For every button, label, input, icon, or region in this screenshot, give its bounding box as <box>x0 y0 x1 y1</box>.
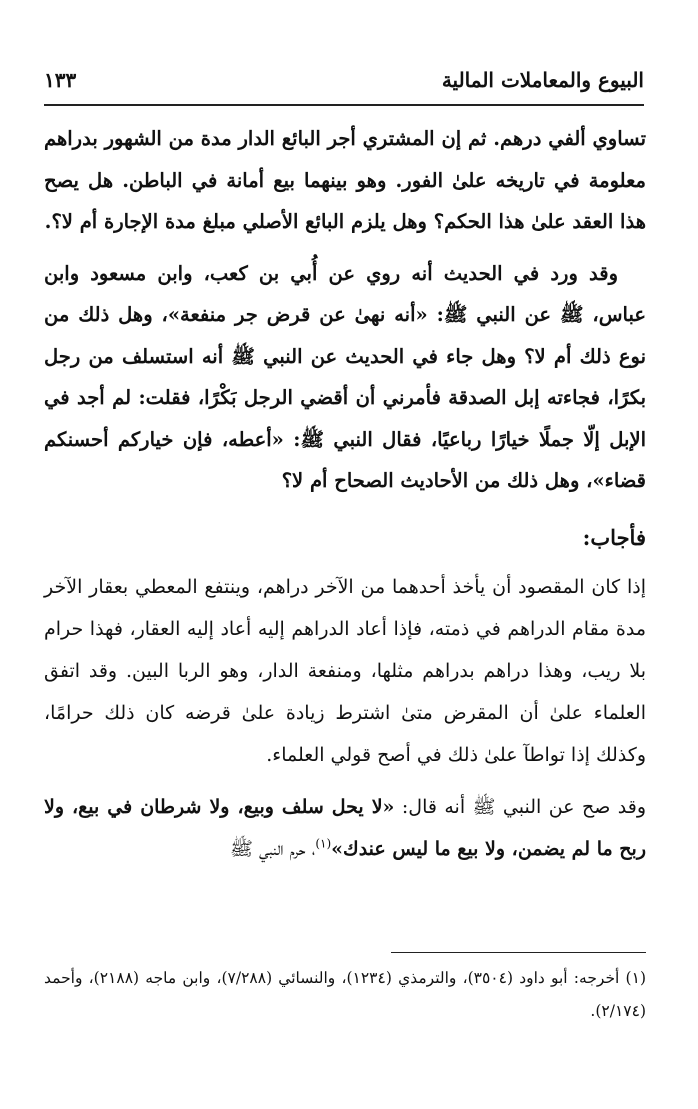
answer-paragraph-2 <box>44 786 646 870</box>
answer-heading: فأجاب: <box>582 524 646 550</box>
question-paragraph-1: تساوي ألفي درهم. ثم إن المشتري أجر البائع الدار مدة من الشهور بدراهم معلومة في تاريخه علىٰ الفور. وهو بينهما بيع أمانة في الباطن. هل يصح هذا العقد علىٰ هذا الحكم؟ وهل يلزم البائع الأصلي مبلغ مدة الإجارة أم لا؟. <box>44 127 646 233</box>
page-number: ١٣٣ <box>44 68 77 92</box>
paragraph-gap <box>44 243 646 253</box>
header-rule <box>44 104 644 106</box>
page-body <box>44 118 646 870</box>
paragraph-gap <box>44 776 646 786</box>
answer-paragraph-2-intro: وقد صح عن النبي ﷺ أنه قال: <box>401 795 646 818</box>
footnote-rule <box>391 952 646 953</box>
hadith-quote: «لا يحل سلف وبيع، ولا شرطان في بيع، ولا ربح ما لم يضمن، ولا بيع ما ليس عندك» <box>44 795 646 860</box>
question-paragraph-2 <box>44 253 646 502</box>
footnote-reference: (١) <box>315 836 332 851</box>
running-header <box>44 60 644 100</box>
header-title: البيوع والمعاملات المالية <box>441 68 644 92</box>
question-paragraph-2-text: وقد ورد في الحديث أنه روي عن أُبي بن كعب، وابن مسعود وابن عباس، ﷺ عن النبي ﷺ: «أنه نهىٰ عن قرض جر منفعة»، وهل ذلك من نوع ذلك أم لا؟ وهل جاء في الحديث عن النبي ﷺ أنه استسلف من رجل بكرًا، فجاءته إبل الصدقة فأمرني أن أقضي الرجل بَكْرًا، فقلت: لم أجد في الإبل إلّا جملًا خيارًا رباعيًا، فقال النبي ﷺ: «أعطه، فإن خياركم أحسنكم قضاء»، وهل ذلك من الأحاديث الصحاح أم لا؟ <box>44 261 646 492</box>
answer-paragraph-2-tail: ، حرم النبي ﷺ <box>230 837 316 860</box>
answer-paragraph-1: إذا كان المقصود أن يأخذ أحدهما من الآخر دراهم، وينتفع المعطي بعقار الآخر مدة مقام الدراهم في ذمته، فإذا أعاد الدراهم إليه أعاد إليه العقار، فهذا حرام بلا ريب، وهذا دراهم بدراهم مثلها، ومنفعة الدار، وهو الربا البين. وقد اتفق العلماء علىٰ أن المقرض متىٰ اشترط زيادة علىٰ قرضه كان ذلك حرامًا، وكذلك إذا تواطآ علىٰ ذلك في أصح قولي العلماء. <box>44 575 646 766</box>
footnote: (١) أخرجه: أبو داود (٣٥٠٤)، والترمذي (١٢٣٤)، والنسائي (٧/٢٨٨)، وابن ماجه (٢١٨٨)، وأحمد (٢/١٧٤). <box>44 969 646 1020</box>
